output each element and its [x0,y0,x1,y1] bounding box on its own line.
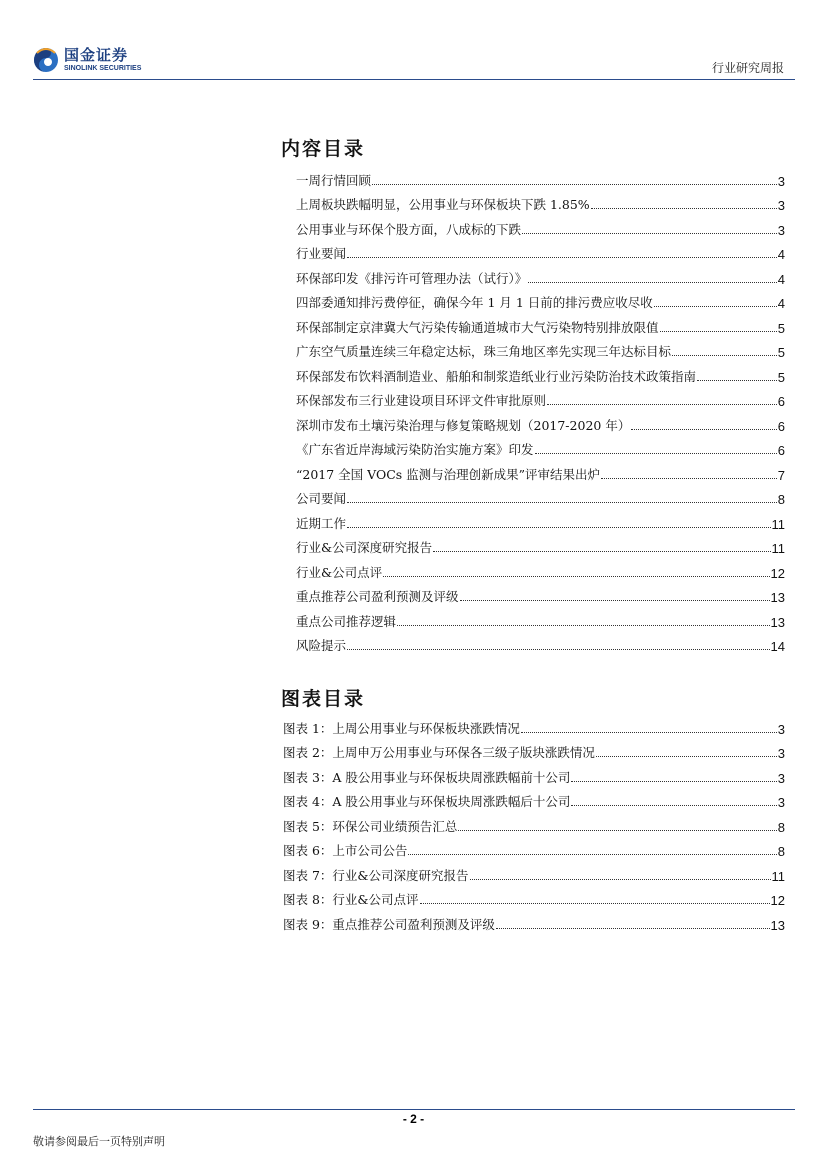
toc-entry-label: 行业要闻 [296,246,347,261]
toc-entry-label: 风险提示 [296,638,347,653]
dot-leader [397,625,770,626]
toc-entry[interactable] [296,532,785,557]
dot-leader [697,380,777,381]
page-header [0,0,827,85]
toc-entry[interactable] [296,434,785,459]
dot-leader [372,184,777,185]
figure-entry[interactable] [283,786,785,811]
dot-leader [496,928,770,929]
toc-entry-page: 5 [777,320,785,336]
dot-leader [601,478,777,479]
toc-entry[interactable] [296,311,785,336]
toc-entry-label: “2017 全国 VOCs 监测与治理创新成果”评审结果出炉 [296,466,601,482]
toc-entry[interactable] [296,483,785,508]
toc-entry[interactable] [296,262,785,287]
toc-entry[interactable] [296,605,785,630]
toc-entry-label: 图表 1：上周公用事业与环保板块涨跌情况 [283,720,520,736]
dot-leader [460,600,770,601]
toc-entry-label: 图表 5：环保公司业绩预告汇总 [283,818,458,834]
dot-leader [458,830,776,831]
toc-entry-page: 4 [777,296,785,311]
toc-entry-page: 8 [777,844,785,859]
toc-entry[interactable] [296,507,785,532]
brand-name-cn: 国金证券 [64,46,129,64]
toc-entry-page: 11 [771,541,785,556]
toc-entry-label: 图表 6：上市公司公告 [283,843,408,858]
page-number: - 2 - [402,1112,425,1126]
toc-entry-label: 近期工作 [296,515,347,531]
toc-entry-page: 4 [777,271,785,287]
toc-entry-page: 8 [777,819,785,835]
toc-entry-page: 6 [777,443,785,458]
figure-entry[interactable] [283,810,785,835]
figure-entry[interactable] [283,761,785,786]
toc-entry[interactable] [296,360,785,385]
toc-entry[interactable] [296,189,785,214]
toc-entry[interactable] [296,409,785,434]
toc-entry-page: 13 [770,917,785,933]
figure-entry[interactable] [283,908,785,933]
toc-entry-page: 8 [777,492,785,507]
brand-logo [33,44,141,76]
toc-entry-label: 行业&公司深度研究报告 [296,540,433,555]
report-type: 行业研究周报 [711,61,784,75]
toc-entry[interactable] [296,458,785,483]
toc-entry-page: 14 [770,639,785,654]
dot-leader [408,854,776,855]
dot-leader [654,306,777,307]
dot-leader [470,879,771,880]
toc-entry[interactable] [296,630,785,655]
toc-entry[interactable] [296,213,785,238]
toc-entry-label: 广东空气质量连续三年稳定达标，珠三角地区率先实现三年达标目标 [296,344,672,359]
toc-entry[interactable] [296,238,785,263]
dot-leader [347,649,770,650]
toc-entry[interactable] [296,556,785,581]
toc-entry-page: 5 [777,345,785,360]
toc-entry[interactable] [296,581,785,606]
dot-leader [522,233,777,234]
dot-leader [347,257,777,258]
toc-entry-label: 图表 3：A 股公用事业与环保板块周涨跌幅前十公司 [283,769,571,785]
toc-entry-label: 图表 2：上周申万公用事业与环保各三级子版块涨跌情况 [283,745,595,760]
dot-leader [596,756,777,757]
toc-entry-page: 13 [770,590,785,605]
toc-entry-page: 11 [771,516,785,532]
toc-entry-page: 4 [777,247,785,262]
toc-entry-page: 5 [777,369,785,385]
toc-entry-page: 13 [770,614,785,630]
toc-entry-label: 行业&公司点评 [296,564,383,580]
figures-title: 图表目录 [281,688,366,710]
dot-leader [521,732,777,733]
toc-entry-label: 四部委通知排污费停征，确保今年 1 月 1 日前的排污费应收尽收 [296,295,653,310]
figure-entry[interactable] [283,859,785,884]
dot-leader [672,355,777,356]
figure-entry[interactable] [283,835,785,860]
dot-leader [383,576,769,577]
disclaimer-note: 敬请参阅最后一页特别声明 [33,1135,165,1148]
toc-entry[interactable] [296,336,785,361]
figures-list [283,712,785,933]
toc-entry-label: 公司要闻 [296,491,347,506]
toc-entry-page: 12 [770,893,785,908]
header-divider [33,79,795,80]
figure-entry[interactable] [283,712,785,737]
toc-entry-label: 重点推荐公司盈利预测及评级 [296,589,459,604]
toc-entry-page: 3 [777,173,785,189]
toc-entry-page: 11 [771,868,785,884]
toc-entry-page: 6 [777,394,785,409]
toc-entry-label: 图表 7：行业&公司深度研究报告 [283,867,469,883]
toc-entry-label: 环保部印发《排污许可管理办法（试行）》 [296,270,528,286]
toc-entry-label: 图表 4：A 股公用事业与环保板块周涨跌幅后十公司 [283,794,571,809]
footer-divider [33,1109,795,1110]
dot-leader [433,551,770,552]
toc-entry-label: 环保部发布饮料酒制造业、船舶和制浆造纸业行业污染防治技术政策指南 [296,368,697,384]
dot-leader [347,502,777,503]
toc-entry-label: 环保部制定京津冀大气污染传输通道城市大气污染物特别排放限值 [296,319,659,335]
figure-entry[interactable] [283,884,785,909]
toc-entry-label: 深圳市发布土壤污染治理与修复策略规划（2017-2020 年） [296,417,631,433]
dot-leader [420,903,770,904]
toc-entry-page: 3 [777,795,785,810]
dot-leader [528,282,777,283]
toc-entry-label: 图表 9：重点推荐公司盈利预测及评级 [283,916,495,932]
dot-leader [631,429,776,430]
toc-entry-page: 12 [770,565,785,581]
toc-entry-label: 上周板块跌幅明显，公用事业与环保板块下跌 1.85% [296,197,590,212]
brand-name-en: SINOLINK SECURITIES [64,65,142,72]
dot-leader [547,404,777,405]
toc-entry-page: 3 [777,198,785,213]
toc-entry-label: 公用事业与环保个股方面，八成标的下跌 [296,221,522,237]
toc-entry-label: 图表 8：行业&公司点评 [283,892,419,907]
dot-leader [347,527,770,528]
toc-entry[interactable] [296,385,785,410]
dot-leader [571,805,776,806]
toc-entry-label: 环保部发布三行业建设项目环评文件审批原则 [296,393,547,408]
figure-entry[interactable] [283,737,785,762]
contents-list [296,164,785,654]
toc-entry[interactable] [296,287,785,312]
dot-leader [660,331,777,332]
toc-entry-label: 《广东省近岸海域污染防治实施方案》印发 [296,442,534,457]
dot-leader [591,208,777,209]
toc-entry-page: 3 [777,746,785,761]
toc-entry[interactable] [296,164,785,189]
toc-entry-page: 3 [777,770,785,786]
toc-entry-page: 3 [777,721,785,737]
toc-entry-label: 一周行情回顾 [296,172,372,188]
toc-entry-page: 6 [777,418,785,434]
dot-leader [535,453,777,454]
dot-leader [571,781,776,782]
toc-entry-label: 重点公司推荐逻辑 [296,613,397,629]
contents-title: 内容目录 [281,138,366,160]
toc-entry-page: 7 [777,467,785,483]
toc-entry-page: 3 [777,222,785,238]
sinolink-logo-icon [33,47,59,73]
